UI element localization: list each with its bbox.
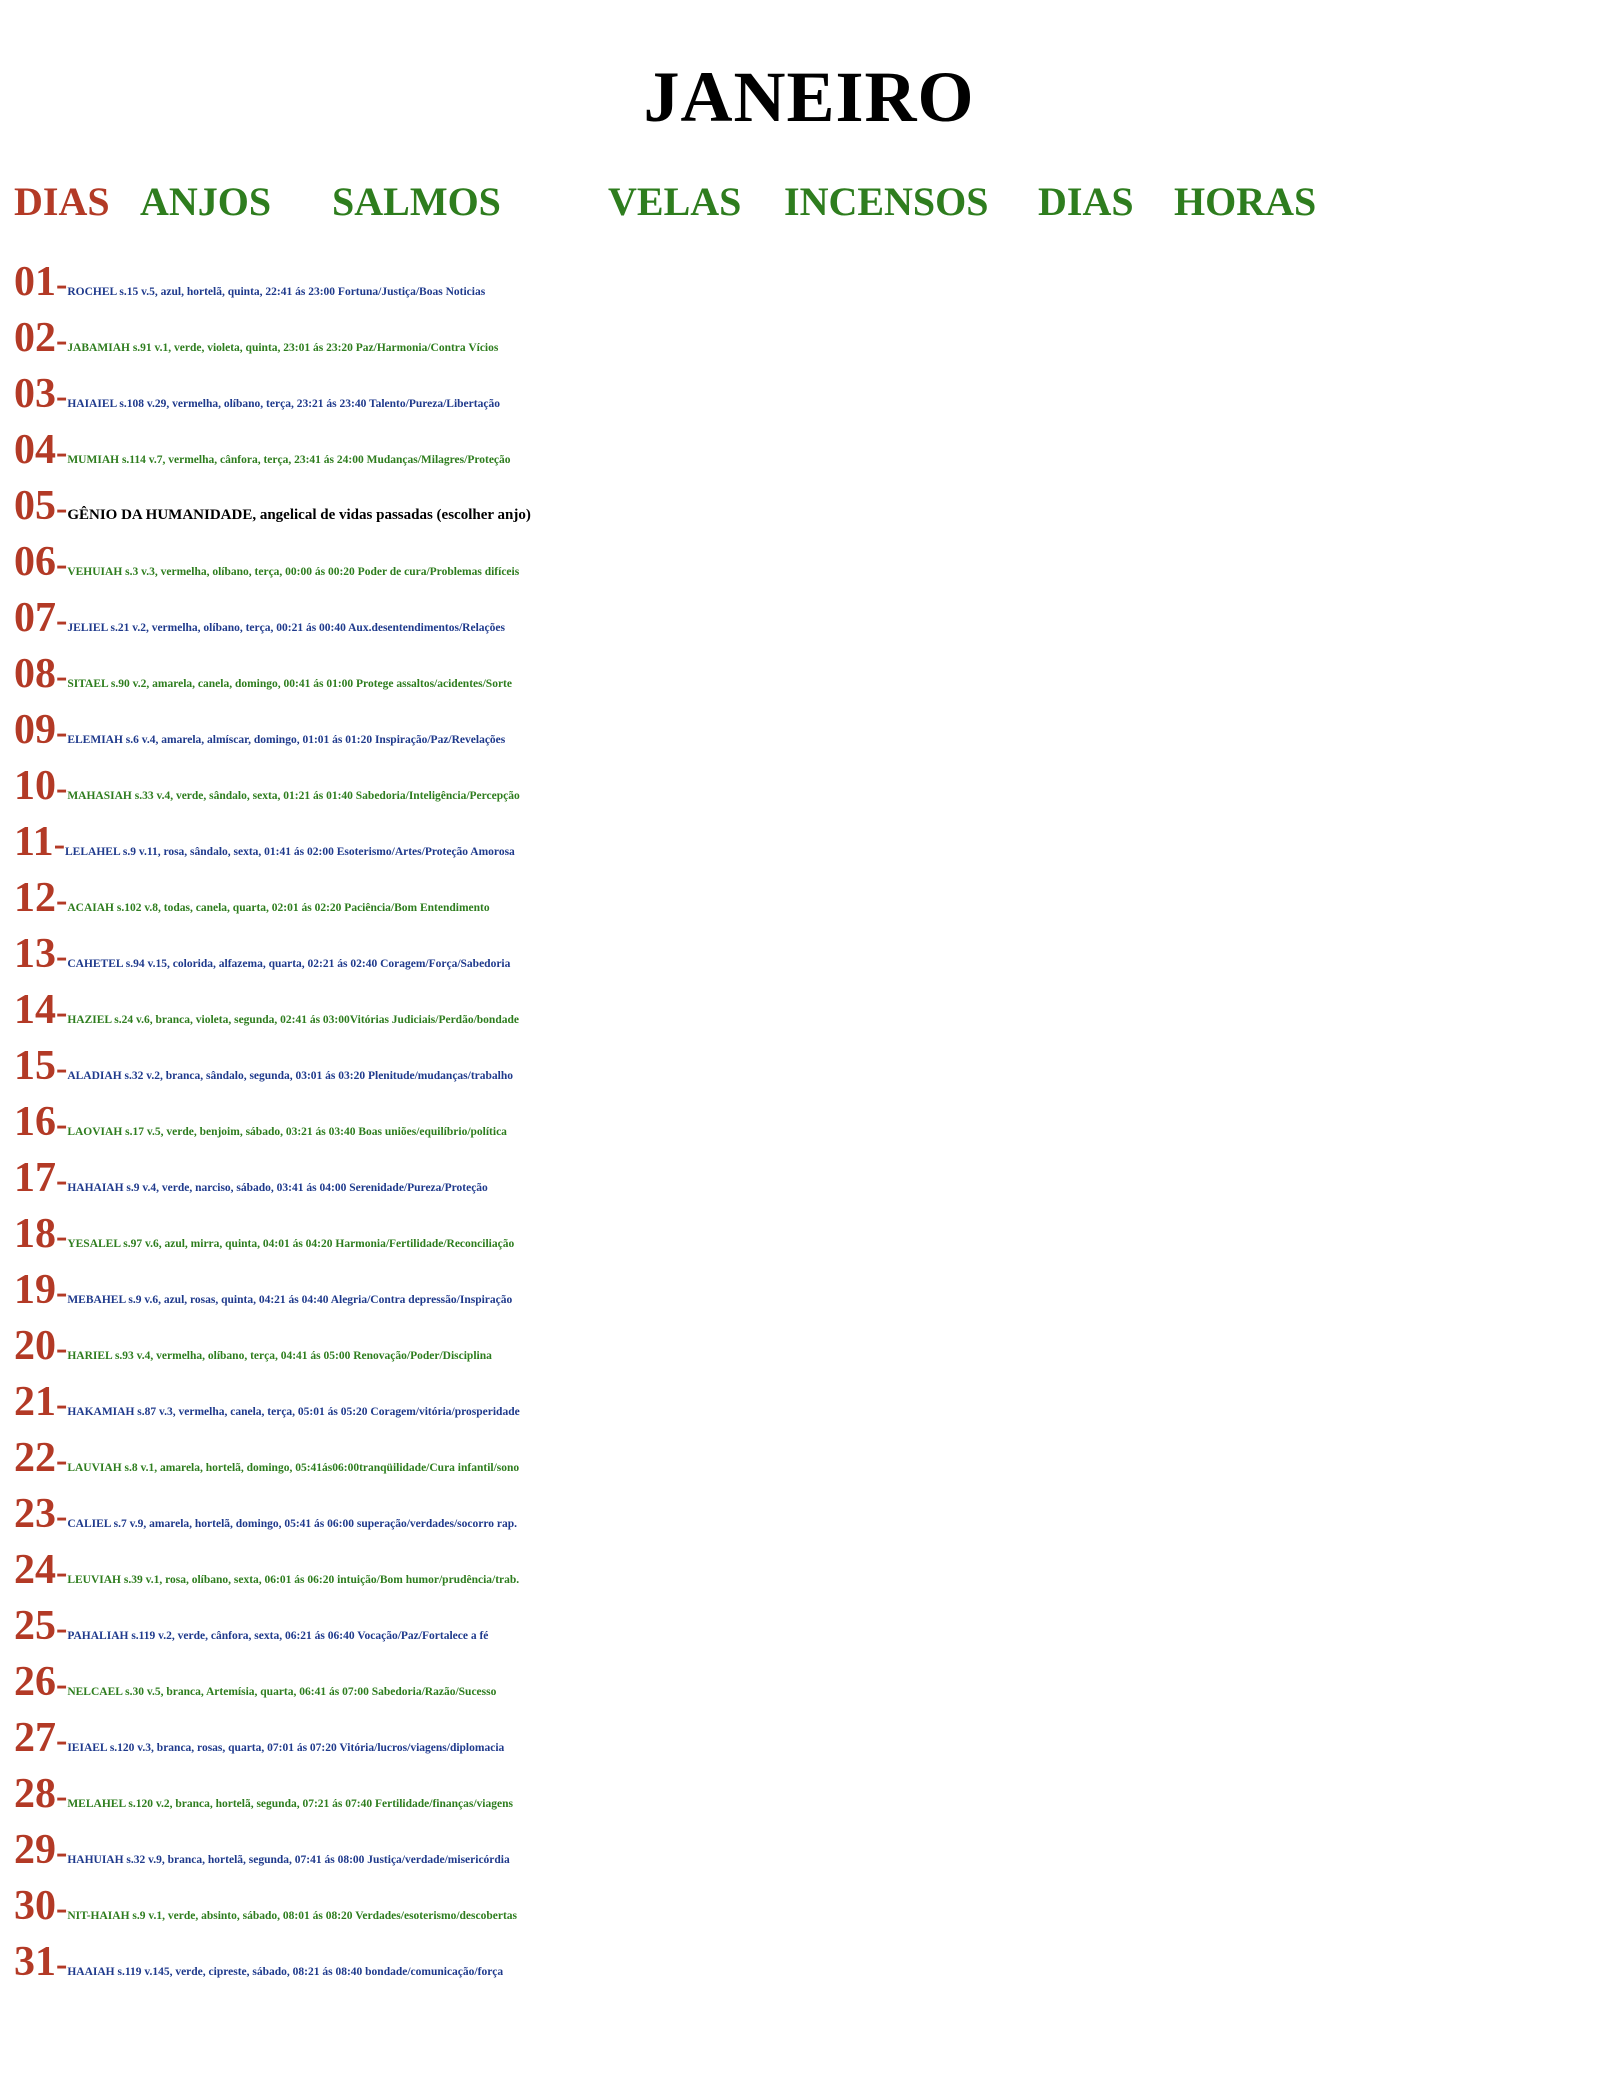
day-list — [14, 254, 1614, 1990]
day-separator: - — [56, 1106, 68, 1143]
day-number: 06 — [14, 539, 56, 585]
header-label: DIAS — [1038, 179, 1134, 224]
day-row — [14, 1934, 1614, 1990]
day-entry-text: MELAHEL s.120 v.2, branca, hortelã, segunda, 07:21 ás 07:40 Fertilidade/finanças/viagens — [67, 1798, 513, 1810]
day-entry-text: HAAIAH s.119 v.145, verde, cipreste, sábado, 08:21 ás 08:40 bondade/comunicação/força — [67, 1966, 504, 1978]
day-number: 08 — [14, 651, 56, 697]
day-separator: - — [56, 1050, 68, 1087]
day-row — [14, 590, 1614, 646]
day-number: 11 — [14, 819, 54, 865]
day-separator: - — [56, 490, 68, 527]
day-number: 04 — [14, 427, 56, 473]
day-number: 12 — [14, 875, 56, 921]
day-entry-text: VEHUIAH s.3 v.3, vermelha, olíbano, terça, 00:00 ás 00:20 Poder de cura/Problemas difíceis — [67, 566, 520, 578]
day-separator: - — [56, 1834, 68, 1871]
day-number: 10 — [14, 763, 56, 809]
day-entry-text: GÊNIO DA HUMANIDADE, angelical de vidas passadas (escolher anjo) — [67, 507, 531, 523]
day-separator: - — [56, 1274, 68, 1311]
page-title: JANEIRO — [643, 57, 975, 137]
day-number: 03 — [14, 371, 56, 417]
day-separator: - — [56, 1778, 68, 1815]
day-separator: - — [56, 1666, 68, 1703]
day-entry-text: CALIEL s.7 v.9, amarela, hortelã, domingo, 05:41 ás 06:00 superação/verdades/socorro rap. — [67, 1518, 517, 1530]
header-label: SALMOS — [332, 179, 501, 224]
day-number: 30 — [14, 1883, 56, 1929]
day-entry-text: PAHALIAH s.119 v.2, verde, cânfora, sexta, 06:21 ás 06:40 Vocação/Paz/Fortalece a fé — [67, 1630, 489, 1642]
day-row — [14, 1094, 1614, 1150]
day-entry-text: NIT-HAIAH s.9 v.1, verde, absinto, sábado, 08:01 ás 08:20 Verdades/esoterismo/descobertas — [67, 1910, 518, 1922]
day-separator: - — [56, 938, 68, 975]
day-separator: - — [56, 1890, 68, 1927]
day-row — [14, 1150, 1614, 1206]
day-entry-text: HAHAIAH s.9 v.4, verde, narciso, sábado, 03:41 ás 04:00 Serenidade/Pureza/Proteção — [67, 1182, 488, 1194]
day-row — [14, 982, 1614, 1038]
day-separator: - — [56, 658, 68, 695]
day-entry-text: ALADIAH s.32 v.2, branca, sândalo, segunda, 03:01 ás 03:20 Plenitude/mudanças/trabalho — [67, 1070, 514, 1082]
day-row — [14, 254, 1614, 310]
day-entry-text: SITAEL s.90 v.2, amarela, canela, domingo, 00:41 ás 01:00 Protege assaltos/acidentes/Sorte — [67, 678, 512, 690]
day-separator: - — [56, 266, 68, 303]
day-entry-text: JELIEL s.21 v.2, vermelha, olíbano, terça, 00:21 ás 00:40 Aux.desentendimentos/Relações — [67, 622, 505, 634]
day-row — [14, 534, 1614, 590]
day-row — [14, 1038, 1614, 1094]
day-number: 19 — [14, 1267, 56, 1313]
day-separator: - — [56, 1554, 68, 1591]
day-separator: - — [56, 602, 68, 639]
day-entry-text: IEIAEL s.120 v.3, branca, rosas, quarta, 07:01 ás 07:20 Vitória/lucros/viagens/diplomacia — [67, 1742, 505, 1754]
day-row — [14, 422, 1614, 478]
day-separator: - — [56, 378, 68, 415]
day-entry-text: ELEMIAH s.6 v.4, amarela, almíscar, domingo, 01:01 ás 01:20 Inspiração/Paz/Revelações — [67, 734, 506, 746]
day-entry-text: CAHETEL s.94 v.15, colorida, alfazema, quarta, 02:21 ás 02:40 Coragem/Força/Sabedoria — [67, 958, 511, 970]
day-entry-text: MUMIAH s.114 v.7, vermelha, cânfora, terça, 23:41 ás 24:00 Mudanças/Milagres/Proteção — [67, 454, 511, 466]
day-row — [14, 926, 1614, 982]
day-separator: - — [56, 546, 68, 583]
day-entry-text: ACAIAH s.102 v.8, todas, canela, quarta, 02:01 ás 02:20 Paciência/Bom Entendimento — [67, 902, 490, 914]
day-separator: - — [56, 434, 68, 471]
day-number: 23 — [14, 1491, 56, 1537]
day-number: 25 — [14, 1603, 56, 1649]
day-separator: - — [56, 714, 68, 751]
day-number: 14 — [14, 987, 56, 1033]
day-separator: - — [56, 1162, 68, 1199]
header-label: INCENSOS — [784, 179, 989, 224]
day-separator: - — [56, 882, 68, 919]
day-entry-text: LAOVIAH s.17 v.5, verde, benjoim, sábado, 03:21 ás 03:40 Boas uniões/equilíbrio/política — [67, 1126, 507, 1138]
day-number: 01 — [14, 259, 56, 305]
day-entry-text: LAUVIAH s.8 v.1, amarela, hortelã, domingo, 05:41ás06:00tranqüilidade/Cura infantil/sono — [67, 1462, 520, 1474]
day-number: 26 — [14, 1659, 56, 1705]
day-number: 09 — [14, 707, 56, 753]
day-row — [14, 702, 1614, 758]
day-separator: - — [56, 1442, 68, 1479]
day-separator: - — [53, 826, 66, 863]
day-entry-text: YESALEL s.97 v.6, azul, mirra, quinta, 04:01 ás 04:20 Harmonia/Fertilidade/Reconciliação — [67, 1238, 515, 1250]
day-row — [14, 1766, 1614, 1822]
day-number: 05 — [14, 483, 56, 529]
day-number: 20 — [14, 1323, 56, 1369]
day-row — [14, 1374, 1614, 1430]
day-entry-text: HAIAIEL s.108 v.29, vermelha, olíbano, terça, 23:21 ás 23:40 Talento/Pureza/Libertação — [67, 398, 500, 410]
day-separator: - — [56, 1722, 68, 1759]
header-label: HORAS — [1174, 179, 1317, 224]
day-separator: - — [56, 1946, 68, 1983]
day-entry-text: LEUVIAH s.39 v.1, rosa, olíbano, sexta, 06:01 ás 06:20 intuição/Bom humor/prudência/trab. — [67, 1574, 520, 1586]
day-entry-text: HAKAMIAH s.87 v.3, vermelha, canela, terça, 05:01 ás 05:20 Coragem/vitória/prosperidade — [67, 1406, 520, 1418]
day-entry-text: ROCHEL s.15 v.5, azul, hortelã, quinta, 22:41 ás 23:00 Fortuna/Justiça/Boas Noticias — [67, 286, 486, 298]
day-row — [14, 1430, 1614, 1486]
day-row — [14, 1542, 1614, 1598]
header-label: VELAS — [608, 179, 742, 224]
day-separator: - — [56, 994, 68, 1031]
day-number: 13 — [14, 931, 56, 977]
day-number: 21 — [14, 1379, 56, 1425]
day-row — [14, 310, 1614, 366]
day-row — [14, 814, 1614, 870]
day-row — [14, 758, 1614, 814]
day-row — [14, 1318, 1614, 1374]
day-number: 02 — [14, 315, 56, 361]
day-entry-text: MEBAHEL s.9 v.6, azul, rosas, quinta, 04:21 ás 04:40 Alegria/Contra depressão/Inspiração — [67, 1294, 513, 1306]
day-separator: - — [56, 770, 68, 807]
day-entry-text: LELAHEL s.9 v.11, rosa, sândalo, sexta, 01:41 ás 02:00 Esoterismo/Artes/Proteção Amorosa — [65, 846, 515, 858]
day-number: 07 — [14, 595, 56, 641]
day-row — [14, 870, 1614, 926]
day-separator: - — [56, 1386, 68, 1423]
day-row — [14, 1598, 1614, 1654]
day-entry-text: HARIEL s.93 v.4, vermelha, olíbano, terça, 04:41 ás 05:00 Renovação/Poder/Disciplina — [67, 1350, 492, 1362]
day-number: 22 — [14, 1435, 56, 1481]
day-row — [14, 366, 1614, 422]
day-separator: - — [56, 322, 68, 359]
day-entry-text: HAZIEL s.24 v.6, branca, violeta, segunda, 02:41 ás 03:00Vitórias Judiciais/Perdão/bondade — [67, 1014, 519, 1026]
day-entry-text: JABAMIAH s.91 v.1, verde, violeta, quinta, 23:01 ás 23:20 Paz/Harmonia/Contra Vícios — [67, 342, 499, 354]
day-row — [14, 1486, 1614, 1542]
day-entry-text: MAHASIAH s.33 v.4, verde, sândalo, sexta, 01:21 ás 01:40 Sabedoria/Inteligência/Percepção — [67, 790, 520, 802]
day-number: 29 — [14, 1827, 56, 1873]
day-separator: - — [56, 1498, 68, 1535]
day-row — [14, 1206, 1614, 1262]
day-row — [14, 1822, 1614, 1878]
day-entry-text: HAHUIAH s.32 v.9, branca, hortelã, segunda, 07:41 ás 08:00 Justiça/verdade/misericórdia — [67, 1854, 510, 1866]
day-number: 15 — [14, 1043, 56, 1089]
day-row — [14, 1710, 1614, 1766]
day-number: 24 — [14, 1547, 56, 1593]
day-row — [14, 1654, 1614, 1710]
day-row — [14, 646, 1614, 702]
day-number: 27 — [14, 1715, 56, 1761]
day-number: 18 — [14, 1211, 56, 1257]
day-number: 31 — [14, 1939, 56, 1985]
day-number: 28 — [14, 1771, 56, 1817]
day-separator: - — [56, 1330, 68, 1367]
day-separator: - — [56, 1218, 68, 1255]
header-label: DIAS — [14, 179, 110, 224]
day-entry-text: NELCAEL s.30 v.5, branca, Artemísia, quarta, 06:41 ás 07:00 Sabedoria/Razão/Sucesso — [67, 1686, 497, 1698]
day-number: 16 — [14, 1099, 56, 1145]
header-label: ANJOS — [140, 179, 272, 224]
day-row — [14, 478, 1614, 534]
day-row — [14, 1262, 1614, 1318]
day-separator: - — [56, 1610, 68, 1647]
day-number: 17 — [14, 1155, 56, 1201]
day-row — [14, 1878, 1614, 1934]
